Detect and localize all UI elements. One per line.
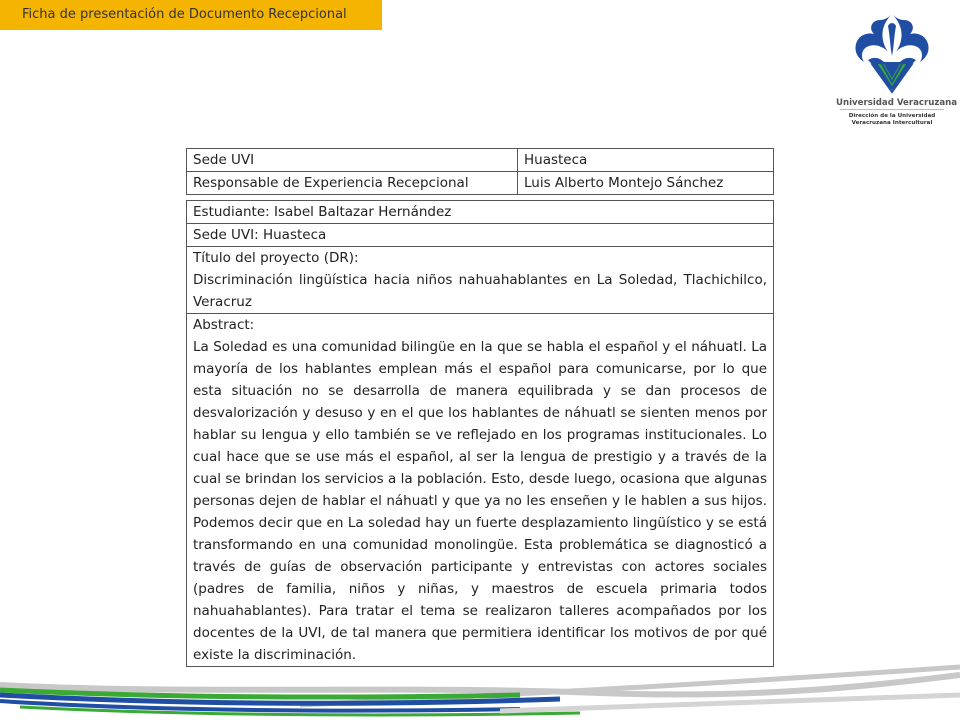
project-cell (187, 247, 774, 314)
table-row (187, 314, 774, 667)
page-title: Ficha de presentación de Documento Recepcional (22, 7, 347, 22)
abstract-label: Abstract: (193, 317, 255, 333)
sede-cell: Sede UVI: Huasteca (187, 224, 774, 247)
project-label: Título del proyecto (DR): (193, 250, 359, 266)
info-value: Luis Alberto Montejo Sánchez (518, 172, 774, 195)
abstract-cell (187, 314, 774, 667)
logo-subtitle-line1: Dirección de la Universidad (848, 113, 936, 119)
info-value: Huasteca (518, 149, 774, 172)
header-bar (0, 0, 382, 30)
table-row (187, 172, 774, 195)
logo-name: Universidad Veracruzana (836, 98, 958, 108)
info-label: Sede UVI (187, 149, 518, 172)
project-title: Discriminación lingüística hacia niños nahuahablantes en La Soledad, Tlachichilco, Veracruz (193, 272, 767, 310)
table-row (187, 201, 774, 224)
abstract-text: La Soledad es una comunidad bilingüe en la que se habla el español y el náhuatl. La mayoría de los hablantes emplean más el español para comunicarse, por lo que esta situación no se desarrolla de manera equilibrada y se dan procesos de desvalorización y desuso y en el que los hablantes de náhuatl se sienten menos por hablar su lengua y ello también se ve reflejado en los programas institucionales. Lo cual hace que se use más el español, al ser la lengua de prestigio y a través de la cual se brindan los servicios a la población. Esto, desde luego, ocasiona que algunas personas dejen de hablar el náhuatl y que ya no les enseñen y le hablen a sus hijos. Podemos decir que en La soledad hay un fuerte desplazamiento lingüístico y se está transformando en una comunidad monolingüe. Esta problemática se diagnosticó a través de guías de observación participante y entrevistas con actores sociales (padres de familia, niños y niñas, y maestros de escuela primaria todos nahuahablantes). Para tratar el tema se realizaron talleres acompañados por los docentes de la UVI, de tal manera que permitiera identificar los motivos de por qué existe la discriminación. (193, 339, 767, 663)
info-table (186, 148, 774, 195)
logo-divider (840, 109, 944, 110)
table-row (187, 149, 774, 172)
logo-subtitle-line2: Veracruzana Intercultural (851, 120, 933, 126)
table-row (187, 247, 774, 314)
fleur-de-lis-icon (850, 12, 934, 96)
project-table (186, 200, 774, 667)
info-label: Responsable de Experiencia Recepcional (187, 172, 518, 195)
table-row (187, 224, 774, 247)
decorative-waves (0, 655, 960, 720)
student-name: Estudiante: Isabel Baltazar Hernández (187, 201, 774, 224)
university-logo (836, 12, 958, 130)
